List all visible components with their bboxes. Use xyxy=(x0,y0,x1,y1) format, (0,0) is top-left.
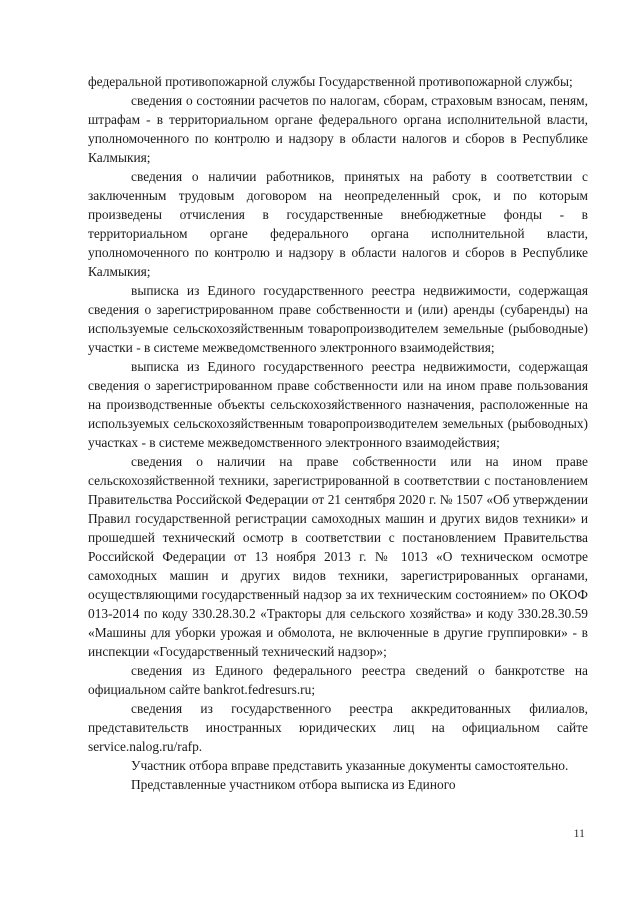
paragraph-2: сведения о состоянии расчетов по налогам, сборам, страховым взносам, пеням, штрафам - в территориальном органе федерального органа исполнительной власти, уполномоченного по контролю и надзору в области налогов и сборов в Республике Калмыкия; xyxy=(88,93,588,165)
paragraph-3: сведения о наличии работников, принятых на работу в соответствии с заключенным трудовым договором на неопределенный срок, и по которым произведены отчисления в государственные внебюджетные фонды - в территориальном органе федерального органа исполнительной власти, уполномоченного по контролю и надзору в области налогов и сборов в Республике Калмыкия; xyxy=(88,169,588,279)
paragraph-1: федеральной противопожарной службы Государственной противопожарной службы; xyxy=(88,74,573,89)
paragraph-10: Представленные участником отбора выписка из Единого xyxy=(131,777,456,792)
paragraph-4: выписка из Единого государственного реестра недвижимости, содержащая сведения о зарегистрированном праве собственности и (или) аренды (субаренды) на используемые сельскохозяйственным товаропроизводителем земельные (рыбоводные) участки - в системе межведомственного электронного взаимодействия; xyxy=(88,283,588,355)
paragraph-5: выписка из Единого государственного реестра недвижимости, содержащая сведения о зарегистрированном праве собственности или на ином праве пользования на производственные объекты сельскохозяйственного назначения, расположенные на используемых сельскохозяйственным товаропроизводителем земельных (рыбоводных) участках - в системе межведомственного электронного взаимодействия; xyxy=(88,359,588,450)
paragraph-9: Участник отбора вправе представить указанные документы самостоятельно. xyxy=(131,758,569,773)
page-number: 11 xyxy=(573,826,585,840)
paragraph-8: сведения из государственного реестра аккредитованных филиалов, представительств иностранных юридических лиц на официальном сайте service.nalog.ru/rafp. xyxy=(88,701,588,754)
document-body xyxy=(88,72,588,794)
paragraph-7: сведения из Единого федерального реестра сведений о банкротстве на официальном сайте bankrot.fedresurs.ru; xyxy=(88,663,588,697)
paragraph-6: сведения о наличии на праве собственности или на ином праве сельскохозяйственной техники, зарегистрированной в соответствии с постановлением Правительства Российской Федерации от 21 сентября 2020 г. № 1507 «Об утверждении Правил государственной регистрации самоходных машин и других видов техники» и прошедшей технический осмотр в соответствии с постановлением Правительства Российской Федерации от 13 ноября 2013 г. № 1013 «О техническом осмотре самоходных машин и других видов техники, зарегистрированных органами, осуществляющими государственный надзор за их техническим состоянием» по ОКОФ 013-2014 по коду 330.28.30.2 «Тракторы для сельского хозяйства» и коду 330.28.30.59 «Машины для уборки урожая и обмолота, не включенные в другие группировки» - в инспекции «Государственный технический надзор»; xyxy=(88,454,588,659)
